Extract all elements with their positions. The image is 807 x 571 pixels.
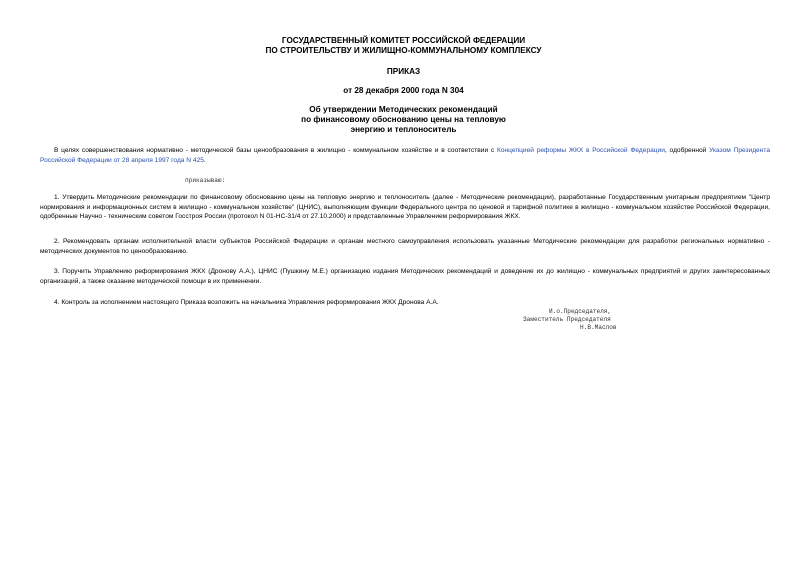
order-date: от 28 декабря 2000 года N 304 <box>343 86 464 95</box>
item-4: 4. Контроль за исполнением настоящего Приказа возложить на начальника Управления реформирования ЖКХ Дронова А.А. <box>54 299 439 306</box>
signature-name: Н.В.Маслов <box>580 324 617 331</box>
intro-end-text: . <box>203 156 206 164</box>
item-1: 1. Утвердить Методические рекомендации по финансовому обоснованию цены на тепловую энергию и теплоноситель (далее - Методические рекомендации), разработанные Государственным унитарным предприятием "Центр нормирования и информационных систем в жилищно - коммунальном хозяйстве" (ЦНИС), выполняющим функции Федерального центра по ценовой и тарифной политике в жилищно - коммунальном хозяйстве Российской Федерации, одобренные Научно - техническим советом Госстроя России (протокол N 01-НС-31/4 от 27.10.2000) и представленные Управлением реформирования ЖКХ. <box>40 194 770 221</box>
item-2: 2. Рекомендовать органам исполнительной власти субъектов Российской Федерации и органам местного самоуправления использовать указанные Методические рекомендации для разработки региональных нормативно - методических документов по ценообразованию. <box>40 238 770 255</box>
concept-link[interactable]: Концепцией реформы ЖКХ в Российской Федерации <box>497 147 665 154</box>
item-3: 3. Поручить Управлению реформирования ЖКХ (Дронову А.А.), ЦНИС (Пушкину М.Е.) организацию издания Методических рекомендаций и доведение их до жилищно - коммунальных предприятий и других заинтересованных организаций, а также оказание методической помощи в их применении. <box>40 268 770 285</box>
intro-paragraph <box>40 146 770 165</box>
intro-text: В целях совершенствования нормативно - методической базы ценообразования в жилищно - коммунальном хозяйстве и в соответствии с <box>54 147 495 154</box>
order-subject-line1: Об утверждении Методических рекомендаций <box>309 105 498 114</box>
signature-position-line2: Заместитель Председателя <box>523 316 611 323</box>
order-title: ПРИКАЗ <box>386 67 421 76</box>
order-subject-line2: по финансовому обоснованию цены на тепловую <box>301 115 506 124</box>
presidential-decree-link[interactable]: Указом Президента Российской Федерации от 28 апреля 1997 года N 425 <box>40 147 770 164</box>
decree-word: приказываю: <box>185 177 226 184</box>
signature-position-line1: И.о.Председателя, <box>549 308 612 315</box>
intro-mid-text: , одобренной <box>664 147 707 154</box>
order-subject-line3: энергию и теплоноситель <box>350 125 457 134</box>
committee-title-line2: ПО СТРОИТЕЛЬСТВУ И ЖИЛИЩНО-КОММУНАЛЬНОМУ КОМПЛЕКСУ <box>265 46 542 55</box>
committee-title-line1: ГОСУДАРСТВЕННЫЙ КОМИТЕТ РОССИЙСКОЙ ФЕДЕРАЦИИ <box>281 36 526 45</box>
